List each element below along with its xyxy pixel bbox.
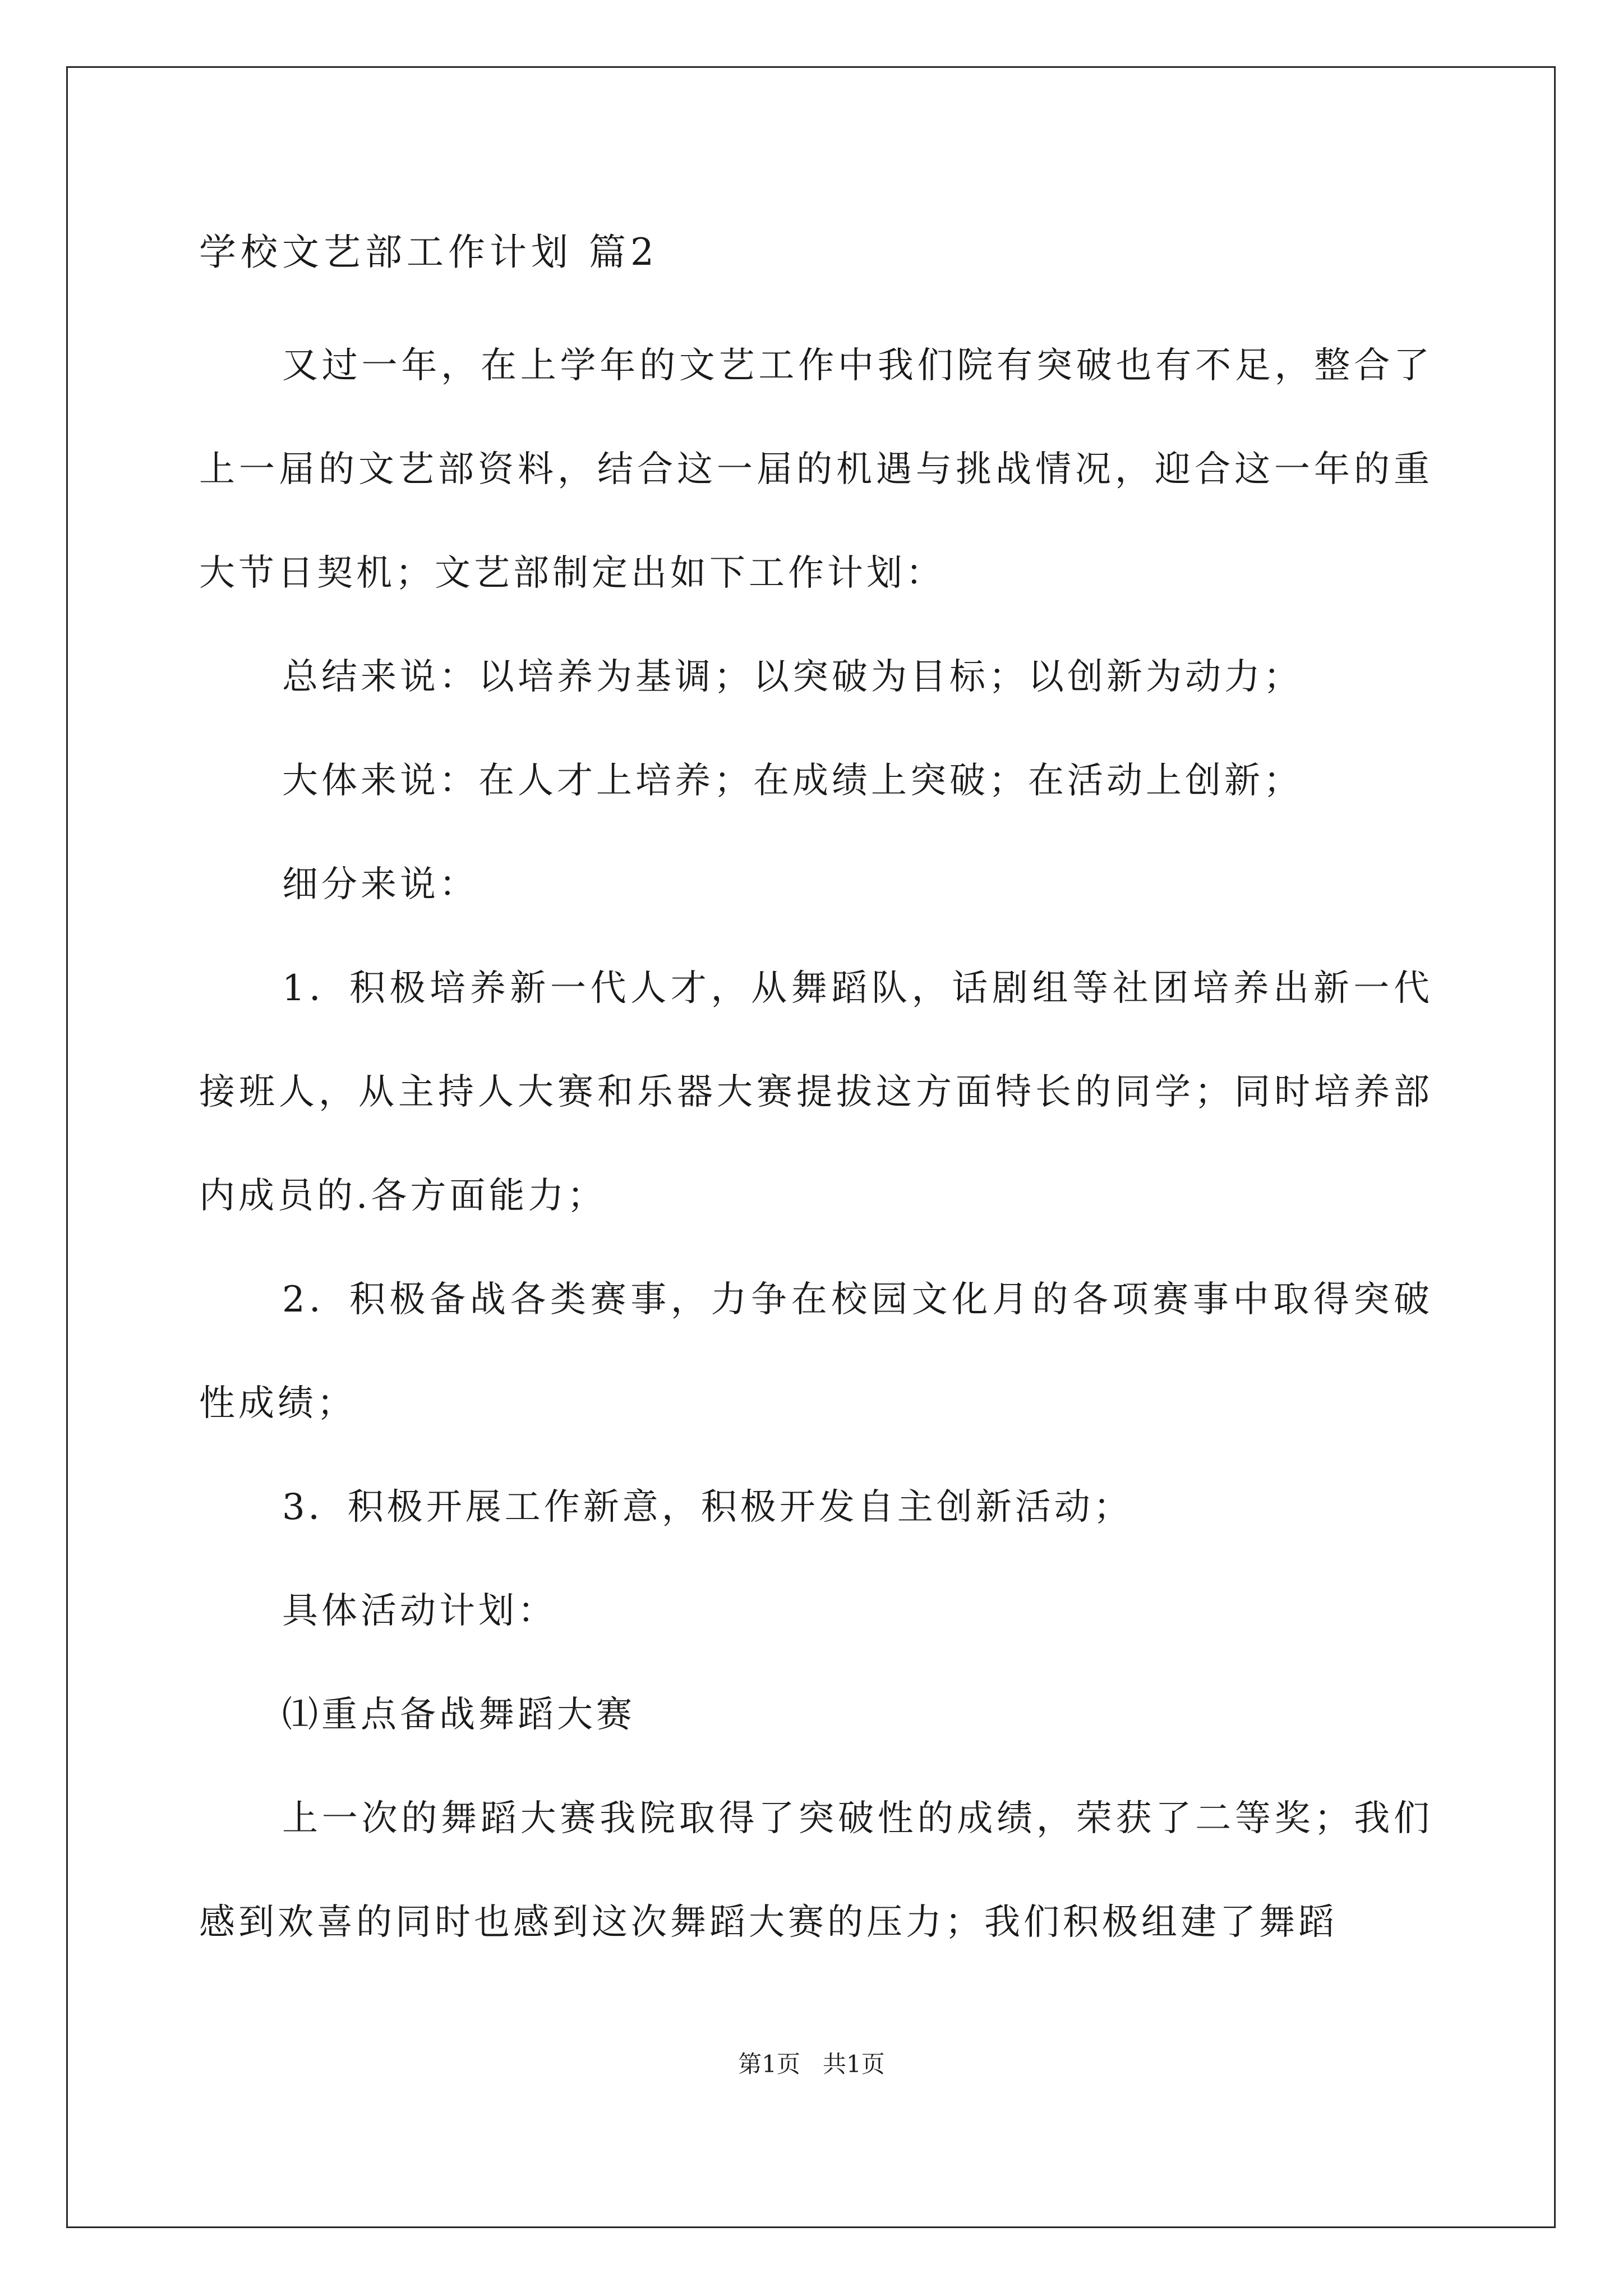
page-footer: 第1页 共1页 [738, 2050, 885, 2078]
document-body [199, 210, 1433, 1975]
paragraph-item-1: 1．积极培养新一代人才，从舞蹈队，话剧组等社团培养出新一代接班人，从主持人大赛和乐器大赛提拔这方面特长的同学；同时培养部内成员的.各方面能力； [199, 968, 1433, 1217]
paragraph-intro: 又过一年，在上学年的文艺工作中我们院有突破也有不足，整合了上一届的文艺部资料，结合这一届的机遇与挑战情况，迎合这一年的重大节日契机；文艺部制定出如下工作计划： [199, 345, 1433, 594]
paragraph-detail-heading: 细分来说： [282, 864, 478, 905]
paragraph-dance-body: 上一次的舞蹈大赛我院取得了突破性的成绩，荣获了二等奖；我们感到欢喜的同时也感到这次舞蹈大赛的压力；我们积极组建了舞蹈 [199, 1798, 1433, 1943]
paragraph-item-3: 3．积极开展工作新意，积极开发自主创新活动； [282, 1487, 1133, 1528]
paragraph-item-2: 2．积极备战各类赛事，力争在校园文化月的各项赛事中取得突破性成绩； [199, 1279, 1433, 1424]
paragraph-dance-heading: ⑴重点备战舞蹈大赛 [282, 1694, 635, 1736]
paragraph-general: 大体来说：在人才上培养；在成绩上突破；在活动上创新； [282, 760, 1303, 802]
paragraph-plan-heading: 具体活动计划： [282, 1590, 557, 1632]
paragraph-summary: 总结来说：以培养为基调；以突破为目标；以创新为动力； [282, 656, 1303, 698]
document-title: 学校文艺部工作计划 篇2 [199, 231, 658, 274]
